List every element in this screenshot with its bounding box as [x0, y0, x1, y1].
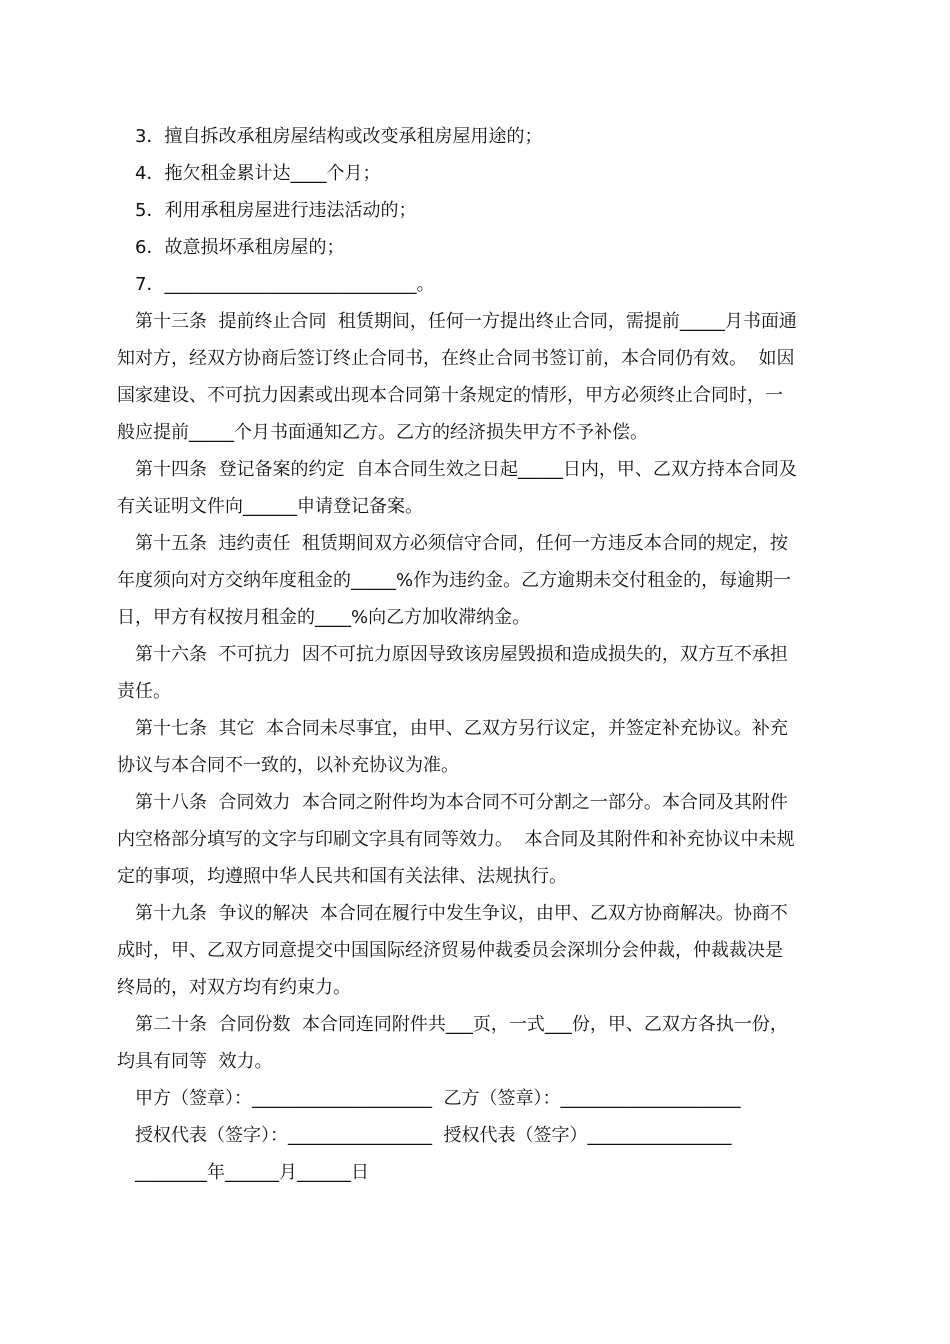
article-20-line: 第二十条 合同份数 本合同连同附件共___页，一式___份，甲、乙双方各执一份，	[135, 1014, 788, 1035]
signature-line-parties: 甲方（签章）：____________________ 乙方（签章）：____________________	[135, 1088, 741, 1109]
article-15-line: 日，甲方有权按月租金的____%向乙方加收滞纳金。	[117, 607, 531, 628]
clause-line: 7．____________________________。	[135, 274, 435, 295]
article-19-line: 第十九条 争议的解决 本合同在履行中发生争议，由甲、乙双方协商解决。协商不	[135, 903, 788, 924]
article-15-line: 第十五条 违约责任 租赁期间双方必须信守合同，任何一方违反本合同的规定，按	[135, 533, 788, 554]
article-14-line: 有关证明文件向______申请登记备案。	[117, 496, 423, 517]
contract-page	[117, 118, 837, 1191]
signature-line-representatives: 授权代表（签字）：________________ 授权代表（签字）________________	[135, 1125, 732, 1146]
clause-line: 3．擅自拆改承租房屋结构或改变承租房屋用途的；	[135, 126, 543, 147]
article-15-line: 年度须向对方交纳年度租金的_____%作为违约金。乙方逾期未交付租金的，每逾期一	[117, 570, 792, 591]
article-13-line: 知对方，经双方协商后签订终止合同书，在终止合同书签订前，本合同仍有效。 如因	[117, 348, 795, 369]
article-18-line: 内空格部分填写的文字与印刷文字具有同等效力。 本合同及其附件和补充协议中未规	[117, 829, 795, 850]
article-17-line: 第十七条 其它 本合同未尽事宜，由甲、乙双方另行议定，并签定补充协议。补充	[135, 718, 788, 739]
article-16-line: 第十六条 不可抗力 因不可抗力原因导致该房屋毁损和造成损失的，双方互不承担	[135, 644, 788, 665]
article-14-line: 第十四条 登记备案的约定 自本合同生效之日起_____日内，甲、乙双方持本合同及	[135, 459, 797, 480]
clause-line: 4．拖欠租金累计达____个月；	[135, 163, 381, 184]
article-18-line: 定的事项，均遵照中华人民共和国有关法律、法规执行。	[117, 866, 567, 887]
clause-line: 6．故意损坏承租房屋的；	[135, 237, 345, 258]
article-13-line: 般应提前_____个月书面通知乙方。乙方的经济损失甲方不予补偿。	[117, 422, 648, 443]
article-13-line: 国家建设、不可抗力因素或出现本合同第十条规定的情形，甲方必须终止合同时，一	[117, 385, 783, 406]
article-17-line: 协议与本合同不一致的，以补充协议为准。	[117, 755, 459, 776]
signature-date-line: ________年______月______日	[135, 1162, 369, 1183]
clause-line: 5．利用承租房屋进行违法活动的；	[135, 200, 417, 221]
article-16-line: 责任。	[117, 681, 171, 702]
article-20-line: 均具有同等 效力。	[117, 1051, 273, 1072]
article-18-line: 第十八条 合同效力 本合同之附件均为本合同不可分割之一部分。本合同及其附件	[135, 792, 788, 813]
article-13-line: 第十三条 提前终止合同 租赁期间，任何一方提出终止合同，需提前_____月书面通	[135, 311, 797, 332]
article-19-line: 成时，甲、乙双方同意提交中国国际经济贸易仲裁委员会深圳分会仲裁，仲裁裁决是	[117, 940, 783, 961]
article-19-line: 终局的，对双方均有约束力。	[117, 977, 351, 998]
